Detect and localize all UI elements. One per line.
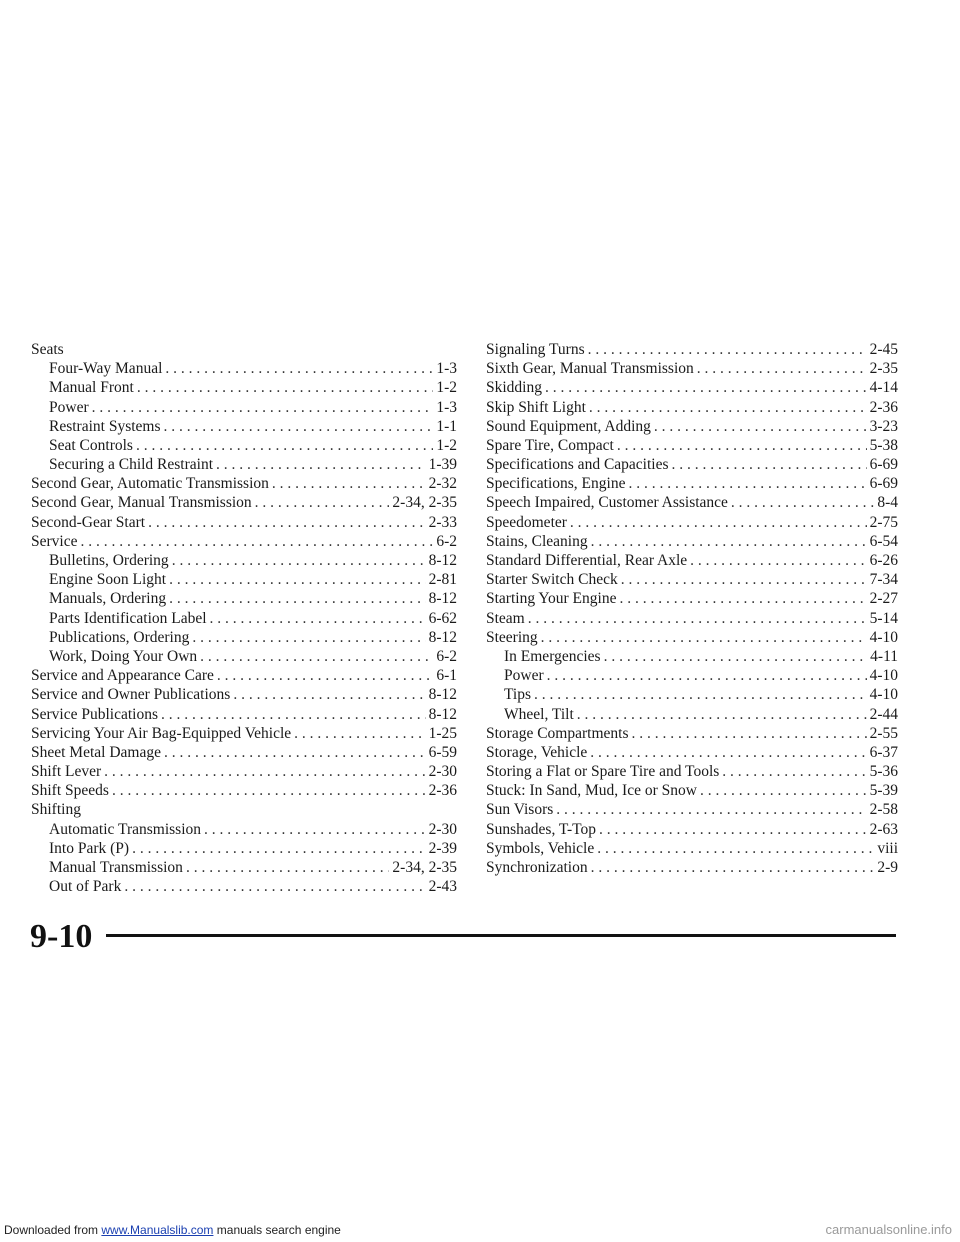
index-entry: [486, 647, 898, 666]
index-entry: [31, 647, 457, 666]
index-entry-page: 6-1: [436, 667, 457, 685]
index-entry-page: 2-33: [428, 513, 457, 531]
index-entry: [31, 762, 457, 781]
dot-leader: [697, 359, 867, 378]
dot-leader: [591, 532, 867, 551]
index-entry-label: Shift Lever: [31, 763, 102, 781]
index-entry-page: 6-2: [436, 532, 457, 550]
dot-leader: [124, 877, 425, 896]
index-entry: [486, 494, 898, 513]
index-entry: [31, 801, 457, 820]
index-entry-page: 2-43: [428, 878, 457, 896]
index-entry: [31, 494, 457, 513]
index-entry-page: 4-10: [869, 628, 898, 646]
index-entry: [486, 436, 898, 455]
index-entry-label: Specifications, Engine: [486, 475, 626, 493]
index-entry: [31, 666, 457, 685]
index-entry: [31, 781, 457, 800]
index-entry-page: 2-39: [428, 839, 457, 857]
dot-leader: [722, 762, 866, 781]
dot-leader: [528, 609, 867, 628]
dot-leader: [104, 762, 425, 781]
index-entry: [31, 839, 457, 858]
index-entry-label: Storage, Vehicle: [486, 743, 588, 761]
index-entry: [486, 359, 898, 378]
index-entry: [31, 724, 457, 743]
dot-leader: [619, 589, 866, 608]
index-entry: [31, 359, 457, 378]
index-entry-label: Standard Differential, Rear Axle: [486, 552, 688, 570]
index-entry-label: Sun Visors: [486, 801, 554, 819]
index-entry: [31, 609, 457, 628]
dot-leader: [186, 858, 389, 877]
dot-leader: [690, 551, 866, 570]
index-entry-page: 2-34, 2-35: [392, 859, 457, 877]
index-entry-label: Sound Equipment, Adding: [486, 417, 651, 435]
index-entry: [486, 455, 898, 474]
index-entry-label: Specifications and Capacities: [486, 456, 669, 474]
dot-leader: [136, 436, 433, 455]
index-entry-page: viii: [877, 839, 898, 857]
index-entry: [31, 628, 457, 647]
index-entry-label: Steam: [486, 609, 525, 627]
index-entry-label: Second-Gear Start: [31, 513, 146, 531]
dot-leader: [534, 685, 867, 704]
dot-leader: [233, 685, 425, 704]
footer-rule: [106, 934, 896, 937]
index-entry: [31, 398, 457, 417]
dot-leader: [545, 378, 867, 397]
index-column-right: [486, 340, 898, 877]
index-entry-label: Power: [504, 667, 544, 685]
dot-leader: [617, 436, 867, 455]
dot-leader: [216, 455, 426, 474]
dot-leader: [204, 820, 426, 839]
index-entry-page: 4-11: [870, 647, 898, 665]
index-entry: [486, 705, 898, 724]
index-entry-page: 1-3: [436, 398, 457, 416]
index-entry-label: Signaling Turns: [486, 340, 585, 358]
dot-leader: [169, 589, 425, 608]
index-entry-label: Second Gear, Automatic Transmission: [31, 475, 269, 493]
index-entry: [486, 724, 898, 743]
dot-leader: [588, 340, 867, 359]
dot-leader: [672, 455, 867, 474]
index-entry: [31, 570, 457, 589]
index-entry-page: 7-34: [869, 571, 898, 589]
dot-leader: [604, 647, 868, 666]
index-entry-label: Sheet Metal Damage: [31, 743, 161, 761]
dot-leader: [591, 858, 875, 877]
index-entry-page: 2-81: [428, 571, 457, 589]
manualslib-link[interactable]: www.Manualslib.com: [101, 1223, 214, 1237]
index-entry-label: Parts Identification Label: [49, 609, 207, 627]
watermark: carmanualsonline.info: [825, 1222, 952, 1237]
dot-leader: [255, 493, 390, 512]
index-entry-label: Automatic Transmission: [49, 820, 202, 838]
index-entry-label: Securing a Child Restraint: [49, 456, 214, 474]
index-entry: [31, 685, 457, 704]
index-entry-label: Symbols, Vehicle: [486, 839, 595, 857]
index-entry-page: 2-35: [869, 360, 898, 378]
index-entry-label: In Emergencies: [504, 647, 601, 665]
dot-leader: [172, 551, 426, 570]
index-entry-label: Starting Your Engine: [486, 590, 617, 608]
index-entry: [31, 474, 457, 493]
index-entry-label: Shift Speeds: [31, 782, 109, 800]
index-entry-page: 5-14: [869, 609, 898, 627]
index-entry: [31, 378, 457, 397]
dot-leader: [192, 628, 425, 647]
index-entry-page: 1-2: [436, 379, 457, 397]
index-entry: [486, 532, 898, 551]
index-entry-label: Synchronization: [486, 859, 588, 877]
index-entry-label: Speedometer: [486, 513, 567, 531]
dot-leader: [731, 493, 874, 512]
index-entry-page: 2-63: [869, 820, 898, 838]
index-entry-label: Sixth Gear, Manual Transmission: [486, 360, 694, 378]
index-entry-label: Sunshades, T-Top: [486, 820, 597, 838]
dot-leader: [700, 781, 867, 800]
index-entry: [486, 820, 898, 839]
dot-leader: [272, 474, 426, 493]
index-entry-label: Work, Doing Your Own: [49, 647, 198, 665]
index-entry-page: 2-9: [877, 859, 898, 877]
index-entry-page: 6-54: [869, 532, 898, 550]
index-entry-label: Power: [49, 398, 89, 416]
index-entry-label: Service and Owner Publications: [31, 686, 231, 704]
index-entry-page: 1-1: [436, 417, 457, 435]
index-entry-label: Wheel, Tilt: [504, 705, 574, 723]
dot-leader: [148, 513, 426, 532]
dot-leader: [164, 743, 426, 762]
index-entry-label: Service Publications: [31, 705, 158, 723]
index-entry-page: 5-36: [869, 763, 898, 781]
dot-leader: [628, 474, 866, 493]
index-entry: [486, 685, 898, 704]
index-entry-label: Manuals, Ordering: [49, 590, 167, 608]
index-entry-page: 6-2: [436, 647, 457, 665]
index-entry: [31, 417, 457, 436]
index-entry-label: Stuck: In Sand, Mud, Ice or Snow: [486, 782, 697, 800]
index-entry-label: Manual Transmission: [49, 859, 183, 877]
dot-leader: [556, 800, 866, 819]
index-entry-label: Service: [31, 532, 78, 550]
index-entry-label: Service and Appearance Care: [31, 667, 214, 685]
dot-leader: [80, 532, 433, 551]
index-entry-label: Restraint Systems: [49, 417, 161, 435]
index-entry-page: 4-10: [869, 667, 898, 685]
index-entry-label: Servicing Your Air Bag-Equipped Vehicle: [31, 724, 292, 742]
index-entry-page: 8-12: [428, 590, 457, 608]
index-entry: [31, 589, 457, 608]
index-entry-page: 1-39: [428, 456, 457, 474]
index-entry: [486, 762, 898, 781]
index-entry-page: 6-69: [869, 475, 898, 493]
dot-leader: [547, 666, 867, 685]
dot-leader: [632, 724, 867, 743]
dot-leader: [164, 417, 434, 436]
index-entry: [31, 340, 457, 359]
download-notice: [4, 1223, 341, 1237]
index-entry-label: Skip Shift Light: [486, 398, 586, 416]
index-column-left: [31, 340, 457, 896]
dot-leader: [132, 839, 426, 858]
index-entry-label: Into Park (P): [49, 839, 130, 857]
index-entry-label: Manual Front: [49, 379, 134, 397]
index-entry-page: 2-44: [869, 705, 898, 723]
index-entry: [486, 801, 898, 820]
dot-leader: [577, 705, 867, 724]
index-entry-label: Speech Impaired, Customer Assistance: [486, 494, 728, 512]
index-entry-page: 4-14: [869, 379, 898, 397]
index-entry: [486, 609, 898, 628]
index-entry-page: 2-58: [869, 801, 898, 819]
index-entry-label: Bulletins, Ordering: [49, 552, 169, 570]
index-entry: [31, 513, 457, 532]
download-suffix: manuals search engine: [213, 1223, 341, 1237]
index-entry-label: Engine Soon Light: [49, 571, 167, 589]
index-entry-label: Tips: [504, 686, 532, 704]
index-entry: [31, 705, 457, 724]
index-entry-page: 2-36: [428, 782, 457, 800]
index-entry: [486, 666, 898, 685]
index-entry-page: 2-45: [869, 340, 898, 358]
index-entry-page: 8-12: [428, 686, 457, 704]
dot-leader: [210, 609, 426, 628]
download-prefix: Downloaded from: [4, 1223, 102, 1237]
index-entry-page: 2-30: [428, 820, 457, 838]
dot-leader: [597, 839, 874, 858]
index-entry: [486, 398, 898, 417]
index-entry: [31, 455, 457, 474]
index-entry-page: 1-2: [436, 436, 457, 454]
index-entry-label: Out of Park: [49, 878, 122, 896]
index-entry: [31, 858, 457, 877]
index-entry: [31, 551, 457, 570]
dot-leader: [541, 628, 867, 647]
index-entry-page: 2-55: [869, 724, 898, 742]
index-entry: [486, 781, 898, 800]
index-entry-page: 8-12: [428, 705, 457, 723]
index-entry-page: 6-37: [869, 743, 898, 761]
index-entry-page: 6-26: [869, 552, 898, 570]
index-entry-label: Second Gear, Manual Transmission: [31, 494, 252, 512]
index-entry: [486, 513, 898, 532]
index-entry-page: 8-12: [428, 628, 457, 646]
dot-leader: [294, 724, 425, 743]
index-entry-label: Seat Controls: [49, 436, 133, 454]
index-entry-label: Spare Tire, Compact: [486, 436, 614, 454]
dot-leader: [599, 820, 867, 839]
index-entry-page: 8-4: [877, 494, 898, 512]
dot-leader: [570, 513, 867, 532]
index-entry-page: 2-75: [869, 513, 898, 531]
dot-leader: [161, 705, 426, 724]
dot-leader: [169, 570, 425, 589]
index-entry-page: 1-25: [428, 724, 457, 742]
index-entry: [486, 417, 898, 436]
dot-leader: [590, 743, 866, 762]
index-entry-label: Publications, Ordering: [49, 628, 190, 646]
index-entry-page: 5-39: [869, 782, 898, 800]
index-entry: [31, 532, 457, 551]
index-entry: [486, 839, 898, 858]
index-entry-page: 6-59: [428, 743, 457, 761]
dot-leader: [112, 781, 426, 800]
index-entry-page: 3-23: [869, 417, 898, 435]
index-entry-page: 2-34, 2-35: [392, 494, 457, 512]
index-entry-label: Storing a Flat or Spare Tire and Tools: [486, 763, 720, 781]
index-entry-page: 2-30: [428, 763, 457, 781]
index-entry-label: Four-Way Manual: [49, 360, 163, 378]
index-entry: [31, 820, 457, 839]
index-entry: [486, 340, 898, 359]
index-entry-page: 5-38: [869, 436, 898, 454]
index-entry-page: 1-3: [436, 360, 457, 378]
index-entry: [486, 474, 898, 493]
dot-leader: [92, 398, 434, 417]
index-entry-label: Starter Switch Check: [486, 571, 618, 589]
dot-leader: [165, 359, 433, 378]
index-entry: [31, 436, 457, 455]
index-entry: [31, 877, 457, 896]
index-entry-label: Skidding: [486, 379, 542, 397]
index-entry: [486, 858, 898, 877]
index-entry: [486, 589, 898, 608]
index-entry: [486, 570, 898, 589]
index-entry-page: 4-10: [869, 686, 898, 704]
index-entry-label: Stains, Cleaning: [486, 532, 588, 550]
dot-leader: [217, 666, 433, 685]
dot-leader: [654, 417, 867, 436]
dot-leader: [200, 647, 433, 666]
index-entry-page: 8-12: [428, 552, 457, 570]
index-entry-label: Shifting: [31, 801, 81, 819]
index-entry-page: 6-62: [428, 609, 457, 627]
dot-leader: [621, 570, 867, 589]
index-entry: [31, 743, 457, 762]
index-entry-label: Steering: [486, 628, 538, 646]
index-entry: [486, 743, 898, 762]
dot-leader: [137, 378, 434, 397]
page-number: 9-10: [30, 918, 93, 955]
index-entry-page: 6-69: [869, 456, 898, 474]
dot-leader: [589, 398, 867, 417]
index-entry-page: 2-27: [869, 590, 898, 608]
index-entry: [486, 628, 898, 647]
index-entry: [486, 551, 898, 570]
index-entry-label: Storage Compartments: [486, 724, 629, 742]
index-entry-label: Seats: [31, 340, 64, 358]
index-entry-page: 2-32: [428, 475, 457, 493]
index-entry: [486, 378, 898, 397]
index-entry-page: 2-36: [869, 398, 898, 416]
